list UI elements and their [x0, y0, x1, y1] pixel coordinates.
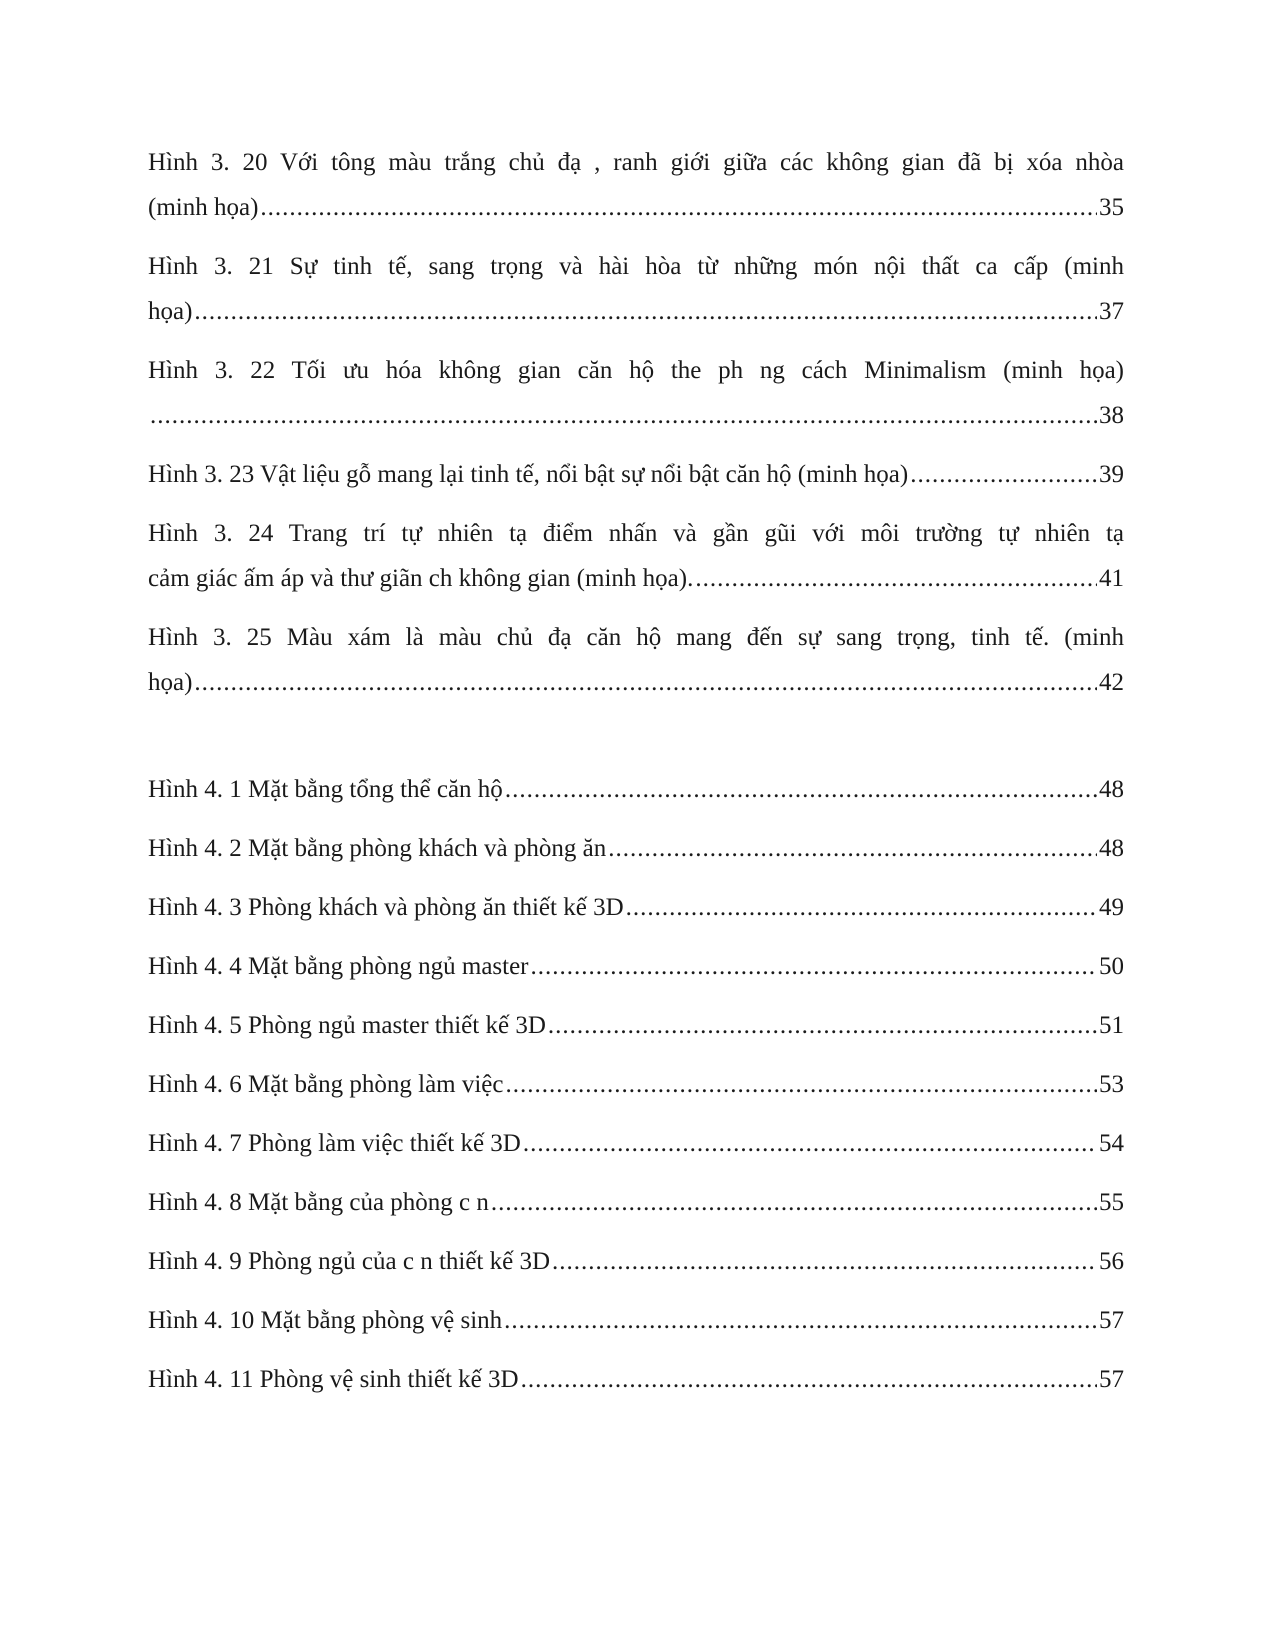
toc-entry-text: Hình 4. 2 Mặt bằng phòng khách và phòng ăn: [148, 835, 607, 862]
toc-entry-text: Hình 4. 4 Mặt bằng phòng ngủ master: [148, 953, 529, 980]
toc-entry-4-11[interactable]: [148, 1357, 1124, 1402]
page-number: 38: [1099, 402, 1124, 429]
page-number: 50: [1099, 953, 1124, 980]
toc-entry-text: Hình 4. 7 Phòng làm việc thiết kế 3D: [148, 1130, 521, 1157]
toc-entry-text: Hình 4. 8 Mặt bằng của phòng c n: [148, 1189, 489, 1216]
dot-leader: [552, 1239, 1097, 1284]
page-number: 55: [1099, 1189, 1124, 1216]
toc-entry-text: Hình 3. 25 Màu xám là màu chủ đạ căn hộ mang đến sự sang trọng, tinh tế. (minh: [148, 624, 1124, 651]
page-number: 39: [1099, 461, 1124, 488]
page-number: 35: [1099, 194, 1124, 221]
toc-entry-text: Hình 4. 10 Mặt bằng phòng vệ sinh: [148, 1307, 503, 1334]
toc-entry-4-6[interactable]: [148, 1062, 1124, 1107]
toc-entry-4-10[interactable]: [148, 1298, 1124, 1343]
page-number: 49: [1099, 894, 1124, 921]
toc-entry-4-3[interactable]: [148, 885, 1124, 930]
toc-entry-4-5[interactable]: [148, 1003, 1124, 1048]
figure-list-chapter-4: [148, 767, 1124, 1402]
dot-leader: [608, 826, 1097, 871]
dot-leader: [521, 1357, 1097, 1402]
dot-leader: [506, 1062, 1098, 1107]
toc-entry-text: Hình 4. 6 Mặt bằng phòng làm việc: [148, 1071, 504, 1098]
toc-entry-text: Hình 3. 24 Trang trí tự nhiên tạ điểm nhấn và gần gũi với môi trường tự nhiên tạ: [148, 520, 1124, 547]
toc-entry-4-7[interactable]: [148, 1121, 1124, 1166]
toc-entry-4-9[interactable]: [148, 1239, 1124, 1284]
toc-entry-text: Hình 3. 21 Sự tinh tế, sang trọng và hài hòa từ những món nội thất ca cấp (minh: [148, 253, 1124, 280]
toc-entry-3-25[interactable]: [148, 615, 1124, 705]
dot-leader: [548, 1003, 1097, 1048]
dot-leader: [626, 885, 1097, 930]
dot-leader: [504, 1298, 1097, 1343]
toc-entry-text: Hình 4. 5 Phòng ngủ master thiết kế 3D: [148, 1012, 546, 1039]
toc-entry-3-22[interactable]: [148, 348, 1124, 438]
page-number: 51: [1099, 1012, 1124, 1039]
dot-leader: [260, 185, 1097, 230]
toc-entry-3-24[interactable]: [148, 511, 1124, 601]
dot-leader: [695, 556, 1097, 601]
toc-entry-text-cont: họa): [148, 669, 193, 696]
toc-entry-text: Hình 3. 20 Với tông màu trắng chủ đạ , ranh giới giữa các không gian đã bị xóa nhòa: [148, 149, 1124, 176]
figure-list-chapter-3: [148, 140, 1124, 705]
dot-leader: [194, 660, 1097, 705]
dot-leader: [523, 1121, 1097, 1166]
page-number: 37: [1099, 298, 1124, 325]
toc-entry-3-21[interactable]: [148, 244, 1124, 334]
toc-entry-4-4[interactable]: [148, 944, 1124, 989]
toc-entry-4-2[interactable]: [148, 826, 1124, 871]
page-number: 41: [1099, 565, 1124, 592]
toc-entry-text: Hình 4. 1 Mặt bằng tổng thể căn hộ: [148, 776, 503, 803]
page-number: 53: [1099, 1071, 1124, 1098]
toc-entry-text: Hình 4. 11 Phòng vệ sinh thiết kế 3D: [148, 1366, 519, 1393]
toc-entry-text: Hình 4. 3 Phòng khách và phòng ăn thiết kế 3D: [148, 894, 624, 921]
document-page: [148, 140, 1124, 1402]
dot-leader: [194, 289, 1097, 334]
toc-entry-text-cont: (minh họa): [148, 194, 259, 221]
dot-leader: [531, 944, 1097, 989]
page-number: 57: [1099, 1366, 1124, 1393]
toc-entry-3-20[interactable]: [148, 140, 1124, 230]
dot-leader: [910, 452, 1097, 497]
page-number: 42: [1099, 669, 1124, 696]
page-number: 56: [1099, 1248, 1124, 1275]
page-number: 48: [1099, 776, 1124, 803]
toc-entry-3-23[interactable]: [148, 452, 1124, 497]
page-number: 48: [1099, 835, 1124, 862]
toc-entry-text-cont: cảm giác ấm áp và thư giãn ch không gian (minh họa).: [148, 565, 694, 592]
dot-leader: [150, 393, 1097, 438]
page-number: 54: [1099, 1130, 1124, 1157]
dot-leader: [491, 1180, 1097, 1225]
toc-entry-text: Hình 4. 9 Phòng ngủ của c n thiết kế 3D: [148, 1248, 551, 1275]
toc-entry-text: Hình 3. 22 Tối ưu hóa không gian căn hộ the ph ng cách Minimalism (minh họa): [148, 357, 1124, 384]
page-number: 57: [1099, 1307, 1124, 1334]
toc-entry-text: Hình 3. 23 Vật liệu gỗ mang lại tinh tế, nổi bật sự nổi bật căn hộ (minh họa): [148, 461, 909, 488]
toc-entry-text-cont: họa): [148, 298, 193, 325]
toc-entry-4-1[interactable]: [148, 767, 1124, 812]
toc-entry-4-8[interactable]: [148, 1180, 1124, 1225]
dot-leader: [505, 767, 1097, 812]
